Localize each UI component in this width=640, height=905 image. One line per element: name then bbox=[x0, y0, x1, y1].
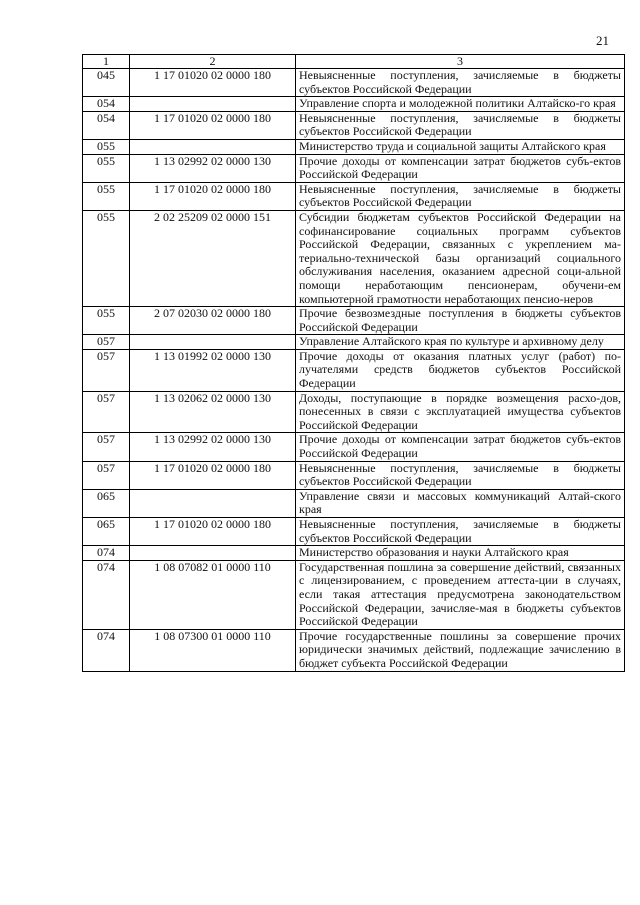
table-row bbox=[83, 629, 625, 671]
kbk-code-cell: 1 13 02062 02 0000 130 bbox=[130, 391, 296, 433]
admin-code-cell: 055 bbox=[83, 154, 130, 182]
table-row bbox=[83, 182, 625, 210]
admin-code-cell: 055 bbox=[83, 307, 130, 335]
kbk-code-cell: 1 08 07300 01 0000 110 bbox=[130, 629, 296, 671]
table-row bbox=[83, 489, 625, 517]
revenue-name-cell: Доходы, поступающие в порядке возмещения расхо-дов, понесенных в связи с эксплуатацией имущества субъектов Российской Федерации bbox=[296, 391, 625, 433]
revenue-name-cell: Прочие безвозмездные поступления в бюджеты субъектов Российской Федерации bbox=[296, 307, 625, 335]
admin-code-cell: 057 bbox=[83, 433, 130, 461]
revenue-name-cell: Управление связи и массовых коммуникаций Алтай-ского края bbox=[296, 489, 625, 517]
revenue-name-cell: Невыясненные поступления, зачисляемые в бюджеты субъектов Российской Федерации bbox=[296, 518, 625, 546]
table-row bbox=[83, 307, 625, 335]
table-row bbox=[83, 349, 625, 391]
admin-code-cell: 055 bbox=[83, 139, 130, 154]
kbk-code-cell bbox=[130, 139, 296, 154]
revenue-name-cell: Невыясненные поступления, зачисляемые в бюджеты субъектов Российской Федерации bbox=[296, 182, 625, 210]
kbk-code-cell: 1 13 02992 02 0000 130 bbox=[130, 154, 296, 182]
table-row bbox=[83, 111, 625, 139]
page-number: 21 bbox=[596, 33, 609, 48]
table-row bbox=[83, 335, 625, 350]
table-row bbox=[83, 546, 625, 561]
kbk-code-cell: 1 13 02992 02 0000 130 bbox=[130, 433, 296, 461]
revenue-name-cell: Управление Алтайского края по культуре и архивному делу bbox=[296, 335, 625, 350]
admin-code-cell: 057 bbox=[83, 461, 130, 489]
admin-code-cell: 074 bbox=[83, 546, 130, 561]
kbk-code-cell: 2 07 02030 02 0000 180 bbox=[130, 307, 296, 335]
table-row bbox=[83, 97, 625, 112]
admin-code-cell: 057 bbox=[83, 349, 130, 391]
kbk-code-cell: 1 08 07082 01 0000 110 bbox=[130, 560, 296, 629]
admin-code-cell: 074 bbox=[83, 629, 130, 671]
revenue-name-cell: Управление спорта и молодежной политики Алтайско-го края bbox=[296, 97, 625, 112]
kbk-code-cell: 1 17 01020 02 0000 180 bbox=[130, 69, 296, 97]
admin-code-cell: 054 bbox=[83, 111, 130, 139]
revenue-name-cell: Прочие доходы от оказания платных услуг (работ) по-лучателями средств бюджетов субъектов Российской Федерации bbox=[296, 349, 625, 391]
table-row bbox=[83, 518, 625, 546]
kbk-code-cell: 1 17 01020 02 0000 180 bbox=[130, 518, 296, 546]
revenue-name-cell: Министерство образования и науки Алтайского края bbox=[296, 546, 625, 561]
column-header-3: 3 bbox=[296, 55, 625, 69]
table-row bbox=[83, 139, 625, 154]
revenue-name-cell: Прочие доходы от компенсации затрат бюджетов субъ-ектов Российской Федерации bbox=[296, 433, 625, 461]
column-header-2: 2 bbox=[130, 55, 296, 69]
kbk-code-cell bbox=[130, 489, 296, 517]
table-row bbox=[83, 433, 625, 461]
revenue-name-cell: Прочие государственные пошлины за совершение прочих юридически значимых действий, подлежащие зачислению в бюджет субъекта Российской Федерации bbox=[296, 629, 625, 671]
table-row bbox=[83, 391, 625, 433]
admin-code-cell: 055 bbox=[83, 210, 130, 306]
table-row bbox=[83, 154, 625, 182]
revenue-name-cell: Невыясненные поступления, зачисляемые в бюджеты субъектов Российской Федерации bbox=[296, 69, 625, 97]
admin-code-cell: 065 bbox=[83, 489, 130, 517]
kbk-code-cell: 2 02 25209 02 0000 151 bbox=[130, 210, 296, 306]
revenue-name-cell: Прочие доходы от компенсации затрат бюджетов субъ-ектов Российской Федерации bbox=[296, 154, 625, 182]
table-row bbox=[83, 560, 625, 629]
kbk-code-cell bbox=[130, 546, 296, 561]
revenue-name-cell: Государственная пошлина за совершение действий, связанных с лицензированием, с проведением аттеста-ции в случаях, если такая аттестация предусмотрена законодательством Российской Федерации, зачисляе-мая в бюджеты субъектов Российской Федерации bbox=[296, 560, 625, 629]
revenue-name-cell: Невыясненные поступления, зачисляемые в бюджеты субъектов Российской Федерации bbox=[296, 461, 625, 489]
admin-code-cell: 074 bbox=[83, 560, 130, 629]
table-row bbox=[83, 461, 625, 489]
kbk-code-cell bbox=[130, 335, 296, 350]
table-header-row bbox=[83, 55, 625, 69]
admin-code-cell: 057 bbox=[83, 391, 130, 433]
kbk-code-cell: 1 17 01020 02 0000 180 bbox=[130, 182, 296, 210]
budget-revenue-table bbox=[82, 54, 625, 672]
kbk-code-cell: 1 13 01992 02 0000 130 bbox=[130, 349, 296, 391]
table-row bbox=[83, 210, 625, 306]
kbk-code-cell bbox=[130, 97, 296, 112]
admin-code-cell: 055 bbox=[83, 182, 130, 210]
table-row bbox=[83, 69, 625, 97]
revenue-name-cell: Субсидии бюджетам субъектов Российской Федерации на софинансирование социальных программ субъектов Российской Федерации, связанных с укреплением ма-териально-технической базы организаций социального обслуживания населения, оказанием адресной соци-альной помощи неработающим пенсионерам, обучени-ем компьютерной грамотности неработающих пенсио-неров bbox=[296, 210, 625, 306]
admin-code-cell: 065 bbox=[83, 518, 130, 546]
kbk-code-cell: 1 17 01020 02 0000 180 bbox=[130, 111, 296, 139]
admin-code-cell: 054 bbox=[83, 97, 130, 112]
revenue-name-cell: Невыясненные поступления, зачисляемые в бюджеты субъектов Российской Федерации bbox=[296, 111, 625, 139]
admin-code-cell: 045 bbox=[83, 69, 130, 97]
revenue-name-cell: Министерство труда и социальной защиты Алтайского края bbox=[296, 139, 625, 154]
admin-code-cell: 057 bbox=[83, 335, 130, 350]
kbk-code-cell: 1 17 01020 02 0000 180 bbox=[130, 461, 296, 489]
column-header-1: 1 bbox=[83, 55, 130, 69]
